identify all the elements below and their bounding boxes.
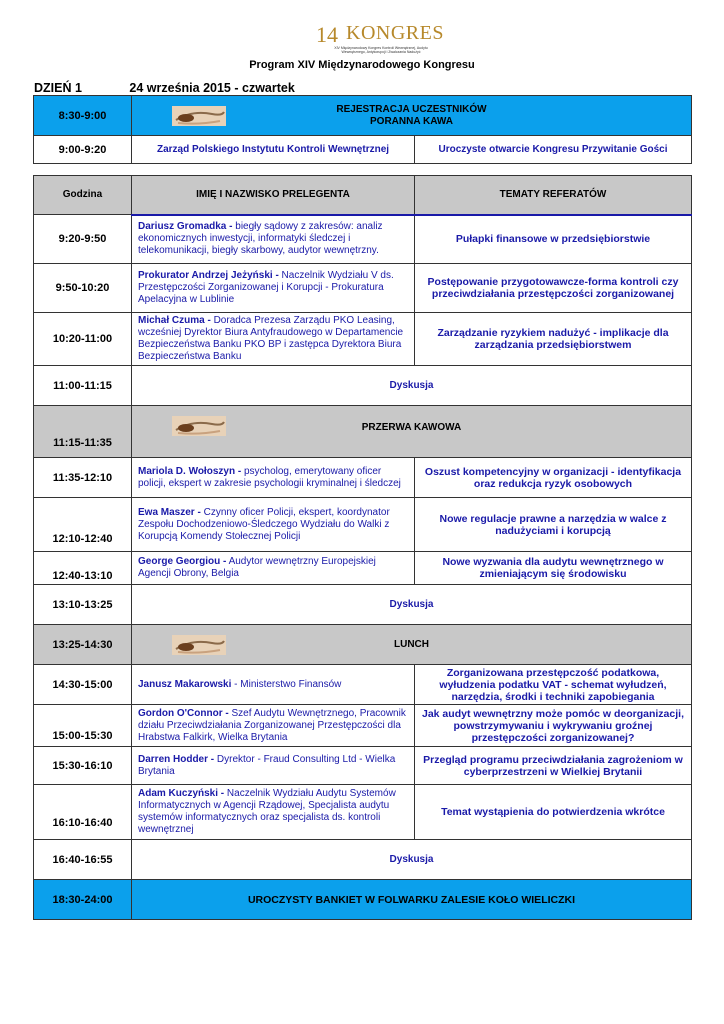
coffee-break-cell: [132, 406, 692, 458]
time-cell: 11:15-11:35: [34, 406, 132, 458]
topic-cell: Zorganizowana przestępczość podatkowa, wyłudzenia podatku VAT - schemat wyłudzeń, narzędzia, środki i techniki zapobiegania: [415, 665, 692, 705]
topic-cell: Nowe wyzwania dla audytu wewnętrznego w zmieniającym się środowisku: [415, 552, 692, 585]
discussion-row: [34, 585, 692, 625]
speaker-desc: Doradca Prezesa Zarządu PKO Leasing, wcześniej Dyrektor Biura Antyfraudowego w Departamencie Bezpieczeństwa Banku PKO BP i zastępca Dyrektora Biura Bezpieczeństwa Banku: [138, 315, 404, 362]
discussion-row: [34, 366, 692, 406]
speaker-cell: [132, 665, 415, 705]
speaker-name: Darren Hodder -: [138, 753, 215, 765]
speaker-desc: Naczelnik Wydziału V ds. Przestępczości Zorganizowanej i Korupcji - Prokuratura Apelacyjna w Lublinie: [138, 270, 394, 305]
time-cell: 16:10-16:40: [34, 785, 132, 840]
lunch-row: [34, 625, 692, 665]
time-cell: 9:50-10:20: [34, 264, 132, 313]
table-row: [34, 705, 692, 747]
logo-number: 14: [316, 22, 338, 47]
speaker-desc: biegły sądowy z zakresów: analiz ekonomicznych inwestycji, informatyki śledczej i telekomunikacji, biegły skarbowy, audytor wewnętrzny.: [138, 221, 383, 257]
table-row: [34, 747, 692, 785]
header-time: Godzina: [34, 176, 132, 215]
speaker-cell: [132, 313, 415, 366]
day-date: 24 września 2015 - czwartek: [129, 81, 295, 95]
coffee-icon: [172, 635, 226, 655]
coffee-line: PORANNA KAWA: [370, 115, 453, 127]
table-row: [34, 215, 692, 264]
speaker-cell: [132, 498, 415, 552]
time-cell: 9:00-9:20: [34, 136, 132, 164]
day-heading: [34, 81, 295, 95]
table-row: [34, 785, 692, 840]
program-title: Program XIV Międzynarodowego Kongresu: [249, 59, 475, 71]
table-row: [34, 313, 692, 366]
speaker-cell: [132, 705, 415, 747]
table-row: [34, 552, 692, 585]
speaker-cell: [132, 264, 415, 313]
lunch-cell: [132, 625, 692, 665]
day-label: DZIEŃ 1: [34, 81, 82, 95]
topic-cell: Przegląd programu przeciwdziałania zagrożeniom w cyberprzestrzeni w Wielkiej Brytanii: [415, 747, 692, 785]
topic-cell: Nowe regulacje prawne a narzędzia w walce z nadużyciami i korupcją: [415, 498, 692, 552]
speaker-desc: Dyrektor - Fraud Consulting Ltd - Wielka Brytania: [138, 753, 396, 777]
opening-row: [34, 136, 692, 164]
time-cell: 12:10-12:40: [34, 498, 132, 552]
speaker-desc: Naczelnik Wydziału Audytu Systemów Informatycznych w Agencji Rządowej, Specjalista audytu systemów informatycznych oraz specjalista ds. kontroli wewnętrznej: [138, 788, 396, 835]
lunch-label: LUNCH: [394, 638, 429, 650]
speaker-name: Adam Kuczyński -: [138, 788, 225, 799]
header-speaker: IMIĘ I NAZWISKO PRELEGENTA: [132, 176, 415, 215]
coffee-break-row: [34, 406, 692, 458]
discussion-label: Dyskusja: [132, 585, 692, 625]
time-cell: 8:30-9:00: [34, 96, 132, 136]
speaker-desc: Audytor wewnętrzny Europejskiej Agencji Obrony, Belgia: [138, 556, 376, 579]
topic-cell: Temat wystąpienia do potwierdzenia wkrótce: [415, 785, 692, 840]
speaker-desc: Czynny oficer Policji, ekspert, koordynator Zespołu Dochodzeniowo-Śledczego Wydziału do Walki z Korupcją Komendy Stołecznej Policji: [138, 506, 390, 542]
logo-word: KONGRES: [346, 22, 444, 44]
coffee-icon: [172, 416, 226, 436]
time-cell: 12:40-13:10: [34, 552, 132, 585]
congress-logo: [316, 20, 444, 60]
topic-cell: Jak audyt wewnętrzny może pomóc w deorganizacji, powstrzymywaniu i wykrywaniu groźnej przestępczości zorganizowanej?: [415, 705, 692, 747]
speaker-name: George Georgiou -: [138, 556, 227, 567]
time-cell: 14:30-15:00: [34, 665, 132, 705]
schedule-table: [33, 175, 692, 920]
opening-table: [33, 95, 692, 164]
discussion-label: Dyskusja: [132, 840, 692, 880]
table-row: [34, 665, 692, 705]
topic-cell: Postępowanie przygotowawcze-forma kontroli czy przeciwdziałania przestępczości zorganizowanej: [415, 264, 692, 313]
speaker-cell: [132, 785, 415, 840]
discussion-label: Dyskusja: [132, 366, 692, 406]
registration-line: REJESTRACJA UCZESTNIKÓW: [336, 103, 487, 115]
header-topic: TEMATY REFERATÓW: [415, 176, 692, 215]
table-row: [34, 498, 692, 552]
speaker-name: Gordon O'Connor -: [138, 707, 229, 719]
table-row: [34, 264, 692, 313]
time-cell: 15:30-16:10: [34, 747, 132, 785]
topic-cell: Oszust kompetencyjny w organizacji - identyfikacja oraz redukcja ryzyk osobowych: [415, 458, 692, 498]
speaker-cell: [132, 747, 415, 785]
registration-row: [34, 96, 692, 136]
time-cell: 16:40-16:55: [34, 840, 132, 880]
time-cell: 18:30-24:00: [34, 880, 132, 920]
discussion-row: [34, 840, 692, 880]
topic-cell: Pułapki finansowe w przedsiębiorstwie: [415, 215, 692, 264]
speaker-name: Mariola D. Wołoszyn -: [138, 465, 242, 477]
table-header-row: [34, 176, 692, 215]
speaker-name: Janusz Makarowski: [138, 678, 232, 690]
time-cell: 11:35-12:10: [34, 458, 132, 498]
banquet-row: [34, 880, 692, 920]
speaker-desc: psycholog, emerytowany oficer policji, ekspert w zakresie psychologii kryminalnej i śledczej: [138, 465, 401, 489]
speaker-name: Prokurator Andrzej Jeżyński -: [138, 270, 279, 281]
speaker-name: Ewa Maszer -: [138, 506, 201, 518]
time-cell: 9:20-9:50: [34, 215, 132, 264]
topic-cell: Zarządzanie ryzykiem nadużyć - implikacje dla zarządzania przedsiębiorstwem: [415, 313, 692, 366]
speaker-cell: [132, 552, 415, 585]
opening-host-cell: Zarząd Polskiego Instytutu Kontroli Wewnętrznej: [132, 136, 415, 164]
speaker-cell: [132, 215, 415, 264]
time-cell: 11:00-11:15: [34, 366, 132, 406]
logo-subtitle: XIV Międzynarodowy Kongres Kontroli Wewnętrznej, Audytu Wewnętrznego, Antykorupcji i Zwalczania Nadużyć: [334, 46, 428, 54]
coffee-icon: [172, 106, 226, 126]
table-row: [34, 458, 692, 498]
time-cell: 13:25-14:30: [34, 625, 132, 665]
speaker-name: Michał Czuma -: [138, 315, 211, 326]
time-cell: 13:10-13:25: [34, 585, 132, 625]
opening-title-cell: Uroczyste otwarcie Kongresu Przywitanie Gości: [415, 136, 692, 164]
coffee-break-label: PRZERWA KAWOWA: [361, 421, 462, 433]
time-cell: 10:20-11:00: [34, 313, 132, 366]
banquet-label: UROCZYSTY BANKIET W FOLWARKU ZALESIE KOŁO WIELICZKI: [132, 880, 692, 920]
speaker-desc: - Ministerstwo Finansów: [231, 678, 342, 690]
speaker-cell: [132, 458, 415, 498]
speaker-name: Dariusz Gromadka -: [138, 221, 233, 233]
time-cell: 15:00-15:30: [34, 705, 132, 747]
speaker-desc: Szef Audytu Wewnętrznego, Pracownik działu Przeciwdziałania Zorganizowanej Przestępczości dla Hrabstwa Falkirk, Wielka Brytania: [138, 707, 406, 743]
registration-cell: [132, 96, 692, 136]
